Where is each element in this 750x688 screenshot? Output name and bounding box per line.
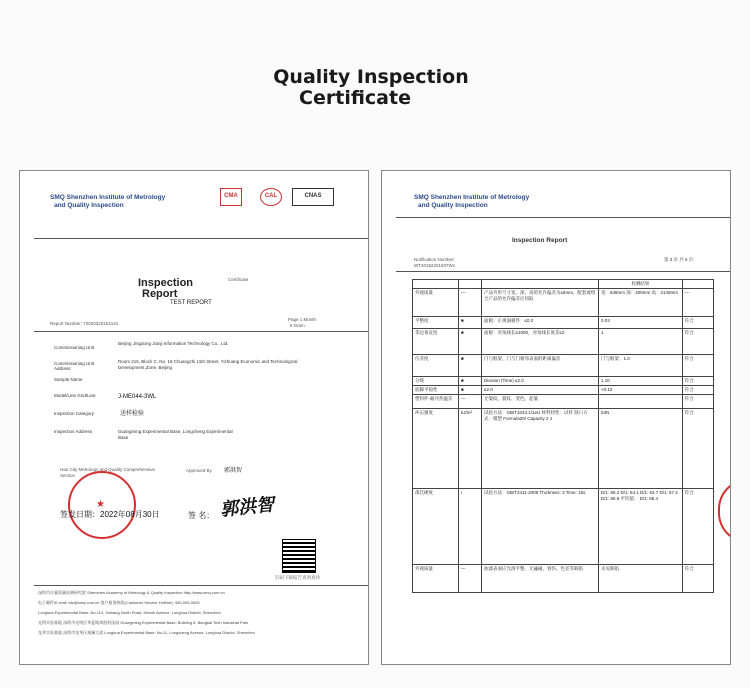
test-report-document bbox=[19, 170, 369, 665]
table-row: 平整度 ■ 面板、正视面板件：≤0.2 0.03 符合 bbox=[413, 317, 714, 329]
page-of-line2: 6 Dram bbox=[290, 323, 305, 328]
qr-code bbox=[282, 539, 316, 573]
approver-organization: Han City Metrology and Quality Comprehensive Section bbox=[60, 467, 156, 478]
table-row: 塑料件-耐冷热温差 — 无皱纹、裂纹、变色、起皱 符合 bbox=[413, 395, 714, 409]
field-label-inspection-category: Inspection Category bbox=[54, 411, 95, 416]
inspection-report-page bbox=[381, 170, 731, 665]
field-value-model: J-ME044-3WL bbox=[118, 394, 157, 400]
signature-label: 签 名： bbox=[188, 511, 215, 520]
approver-name: 郭洪智 bbox=[224, 468, 243, 474]
institute-name-line2: and Quality Inspection bbox=[54, 202, 124, 209]
page-title-line2: Certificate bbox=[299, 87, 411, 109]
table-row: 邵氏硬度 / 试验方法：GB/T2411-2008 Thickness: 3 Time: 15s D/1: 66.2 D/1: 64.1 D/1: 63.7 D/1: 67.4 D/1: 65.8 平均值： D/1: 65.4 符合 bbox=[413, 489, 714, 565]
institute-name-line1: SMQ Shenzhen Institute of Metrology bbox=[414, 194, 530, 201]
qr-caption: 扫码下载报告查询真伪 bbox=[275, 575, 320, 580]
table-row: 冲击强度 kJ/m² 试验方法：GB/T1043.1/1eU 材料特性：试样 缺口方式：模塑 Formula20/ Capacity 2 J 53N 符合 bbox=[413, 409, 714, 489]
page-title-line1: Quality Inspection bbox=[273, 66, 469, 88]
report-title-line2: Report bbox=[142, 288, 178, 300]
hardness-extra-result: D/1: 65.4 bbox=[639, 496, 659, 501]
certificate-label: Certificate bbox=[228, 277, 249, 282]
field-value-unit-address: Room 215, Block C, No. 18 Chuangzhi 11th Street, Yizhuang Economic and Technological Development Zone, Beijing bbox=[118, 359, 298, 370]
result-header: 检测结果 bbox=[599, 280, 683, 289]
footer-line-3: Longhua Experimental Base: No.114, Xinkang North Road, Minzhi Avenue, Longhua District, Shenzhen bbox=[38, 610, 221, 615]
report-number: Report Number: 72020320154131 bbox=[50, 321, 119, 326]
report-title-line1: Inspection bbox=[138, 277, 194, 289]
cal-logo: CAL bbox=[260, 188, 282, 206]
hardness-results: D/1: 66.2 D/1: 64.1 D/1: 63.7 D/1: 67.4 D/1: 65.8 平均值： bbox=[601, 490, 678, 501]
header-divider bbox=[34, 238, 368, 239]
footer-line-4: 光明实验基地 深圳市光明区华夏路邦凯科技园 Guangming Experimental Base: Building 6, Bangkai Tech Industrial Park bbox=[38, 620, 249, 625]
approved-by-label: Approved By bbox=[186, 468, 212, 473]
table-row: 外观质量 — 产品外形尺寸宽、深、高的允许偏差为±5mm，配套或组合产品的允许偏差应同取 宽：638mm 深：400mm 高：2140mm — bbox=[413, 289, 714, 317]
notification-number: Notification Number: WT20192201937W1 bbox=[414, 257, 456, 268]
page-of: 第 3 页 共 5 页 bbox=[664, 257, 694, 262]
field-label-inspection-address: Inspection Address bbox=[54, 429, 93, 434]
field-value-inspection-category: 送样检验 bbox=[120, 411, 145, 417]
field-value-inspection-address: Guangming Experimental Base, Longcheng Experimental Base bbox=[118, 429, 233, 440]
cma-logo: CMA bbox=[220, 188, 242, 206]
footer-line-1: 深圳市计量质量检测研究院 Shenzhen Academy of Metrology & Quality Inspection http://www.smq.com.cn bbox=[38, 590, 225, 595]
table-row: 外观质量 — 油漆表面应光滑平整，无磕碰、划伤、色差等缺陷 未见缺陷 符合 bbox=[413, 565, 714, 593]
field-label-model: Model/Line Grid/Line bbox=[54, 393, 96, 398]
field-value-sample-name bbox=[118, 377, 178, 387]
institute-name-line2: and Quality Inspection bbox=[418, 202, 488, 209]
handwritten-signature: 郭洪智 bbox=[219, 494, 276, 521]
field-label-sample-name: Sample Name bbox=[54, 377, 83, 382]
footer-line-2: 电子邮件/E-mail: sfz@smq.com.cn 客户服务热线(Customer Service Hotline): 400-000-0000 bbox=[38, 600, 200, 605]
table-row: 底脚平稳性 ■ ≤2.0 <0.10 符合 bbox=[413, 386, 714, 395]
notification-divider bbox=[396, 271, 730, 272]
table-header-row bbox=[413, 280, 714, 289]
table-row: 邻边垂直度 ■ 面板：对角线长≥1000，对角线长度差≤2 1 符合 bbox=[413, 329, 714, 355]
page-of-line1: Page 1 Month bbox=[288, 317, 317, 322]
cnas-logo: CNAS bbox=[292, 188, 334, 206]
table-row: 分缝 ■ Division (Time) ≤2.0 1.10 符合 bbox=[413, 377, 714, 386]
inspection-results-table bbox=[412, 279, 714, 593]
footer-divider bbox=[34, 585, 368, 586]
issue-date: 签发日期：2022年08月30日 bbox=[60, 510, 160, 519]
header-divider bbox=[396, 217, 730, 218]
report-subtitle: TEST REPORT bbox=[170, 300, 212, 306]
field-value-commissioning-unit: Beijing Jingdong Jianji Information Technology Co., Ltd. bbox=[118, 341, 229, 346]
seal-star-icon: ★ bbox=[96, 499, 105, 510]
field-label-unit-address: Commissioning Unit Address bbox=[54, 361, 95, 371]
table-row: 位差度 ■ 门与框架、门与门相邻表面的距离偏差 门与框架：1.0 符合 bbox=[413, 355, 714, 377]
footer-line-5: 龙华实验基地 深圳市龙华区观澜大道 Longhua Experimental Base: No.11, Longcheng Avenue, Longhua District, Shenzhen bbox=[38, 630, 255, 635]
institute-name-line1: SMQ Shenzhen Institute of Metrology bbox=[50, 194, 166, 201]
edge-seal bbox=[718, 479, 731, 543]
report-number-divider bbox=[34, 331, 368, 332]
field-label-commissioning-unit: Commissioning Unit bbox=[54, 345, 95, 350]
report-title: Inspection Report bbox=[512, 237, 568, 244]
